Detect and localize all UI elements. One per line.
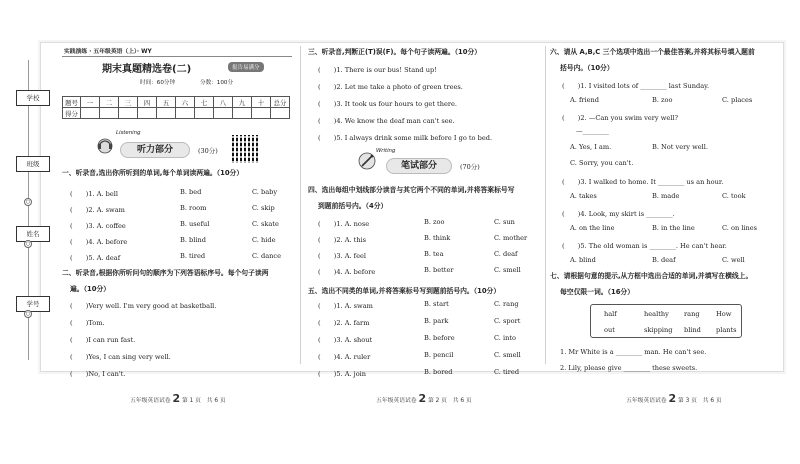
mc-question-4[interactable]: ( )4. Look, my skirt is ________.: [562, 210, 675, 218]
writing-points: (70分): [460, 163, 480, 171]
series-label: 实践演练 · 五年级英语（上）· WY: [64, 49, 152, 55]
score-cell: 三: [119, 97, 138, 108]
section-6-title: 六、请从 A,B,C 三个选项中选出一个最佳答案,并将其标号填入题前: [550, 48, 755, 56]
word-bank-item: blind: [684, 326, 701, 334]
mc-question-3[interactable]: ( )3. I walked to home. It ________ us an hour.: [562, 178, 724, 186]
category-row-question[interactable]: ( )2. A. farm: [318, 319, 370, 327]
option-c: C. smell: [494, 266, 521, 274]
column-divider-1: [300, 46, 301, 364]
listening-section-banner: 听力部分: [120, 142, 190, 158]
option-c: C. baby: [252, 188, 278, 196]
answer-row[interactable]: ( )Yes, I can sing very well.: [70, 353, 171, 361]
category-row-question[interactable]: ( )3. A. shout: [318, 336, 373, 344]
school-field[interactable]: 学校: [16, 90, 50, 106]
mc-question-5[interactable]: ( )5. The old woman is ________. He can't hear.: [562, 242, 727, 250]
score-cell: 十: [252, 97, 271, 108]
phonics-row-question[interactable]: ( )1. A. nose: [318, 220, 370, 228]
column-divider-2: [545, 46, 546, 364]
mc-option[interactable]: B. in the line: [652, 224, 695, 232]
option-b: B. think: [424, 234, 451, 242]
footer-volume: 2: [172, 392, 181, 405]
section-4-title-cont: 到题前括号内。（4分）: [318, 202, 388, 210]
section-2-title-cont: 遍。（10分）: [70, 285, 111, 293]
score-entry[interactable]: [195, 108, 214, 119]
option-b: B. zoo: [424, 218, 445, 226]
option-b: B. before: [424, 334, 455, 342]
score-entry[interactable]: [138, 108, 157, 119]
footer-subject: 五年级英语试卷: [130, 398, 171, 404]
score-cell: 六: [176, 97, 195, 108]
category-row-question[interactable]: ( )5. A. join: [318, 370, 367, 378]
score-cell: 得分: [63, 108, 81, 119]
mc-option[interactable]: C. places: [722, 96, 753, 104]
binding-hole-icon: ○: [25, 199, 31, 205]
section-6-title-cont: 括号内。（10分）: [560, 64, 614, 72]
option-row-question[interactable]: ( )1. A. bell: [70, 190, 119, 198]
mc-option[interactable]: C. well: [722, 256, 745, 264]
mc-option[interactable]: C. Sorry, you can't.: [570, 159, 634, 167]
score-entry[interactable]: [233, 108, 252, 119]
score-cell: 总分: [271, 97, 290, 108]
mc-option[interactable]: A. blind: [570, 256, 596, 264]
score-entry[interactable]: [157, 108, 176, 119]
option-b: B. bed: [180, 188, 202, 196]
score-entry[interactable]: [119, 108, 138, 119]
option-b: B. useful: [180, 220, 210, 228]
category-row-question[interactable]: ( )4. A. ruler: [318, 353, 371, 361]
mc-option[interactable]: C. took: [722, 192, 746, 200]
word-bank-item: rang: [684, 310, 700, 318]
option-b: B. better: [424, 266, 454, 274]
score-cell: 四: [138, 97, 157, 108]
answer-row[interactable]: ( )Tom.: [70, 319, 105, 327]
writing-tag: Writing: [376, 148, 396, 154]
listening-illustration-icon: [96, 136, 118, 156]
section-1-title: 一、听录音,选出你所听到的单词,每个单词读两遍。（10分）: [62, 169, 244, 177]
phonics-row-question[interactable]: ( )4. A. before: [318, 268, 376, 276]
section-7-title: 七、请根据句意的提示,从方框中选出合适的单词,并填写在横线上。: [550, 272, 753, 280]
name-field[interactable]: 姓名: [16, 226, 50, 242]
word-bank-item: skipping: [644, 326, 673, 334]
option-b: B. bored: [424, 368, 453, 376]
score-info: 分数：100分: [200, 80, 234, 86]
page-footer-1: [130, 392, 226, 405]
footer-subject: 五年级英语试卷: [376, 398, 417, 404]
phonics-row-question[interactable]: ( )3. A. feel: [318, 252, 367, 260]
footer-page: 第 1 页 共 6 页: [181, 398, 226, 404]
score-cell: 九: [233, 97, 252, 108]
mc-question-2-answer-blank: —________: [576, 127, 609, 135]
word-bank-item: half: [604, 310, 617, 318]
option-c: C. hide: [252, 236, 276, 244]
true-false-row[interactable]: ( )3. It took us four hours to get there.: [318, 100, 458, 108]
option-row-question[interactable]: ( )4. A. before: [70, 238, 128, 246]
answer-row[interactable]: ( )I can run fast.: [70, 336, 136, 344]
option-c: C. skip: [252, 204, 275, 212]
option-c: C. dance: [252, 252, 281, 260]
section-5-title: 五、选出不同类的单词,并将答案标号写到题前括号内。（10分）: [308, 287, 501, 295]
mc-option[interactable]: A. friend: [570, 96, 600, 104]
option-b: B. start: [424, 300, 449, 308]
option-row-question[interactable]: ( )2. A. swam: [70, 206, 125, 214]
option-c: C. sun: [494, 218, 515, 226]
mc-option[interactable]: B. made: [652, 192, 680, 200]
word-bank-item: out: [604, 326, 615, 334]
page-footer-2: [376, 392, 472, 405]
mc-question-1[interactable]: ( )1. I visited lots of ________ last Sunday.: [562, 82, 710, 90]
true-false-row[interactable]: ( )4. We know the deaf man can't see.: [318, 117, 455, 125]
listening-tag: Listening: [116, 130, 141, 136]
score-cell: 二: [100, 97, 119, 108]
listening-points: (30分): [198, 147, 218, 155]
binding-hole-icon: ○: [25, 311, 31, 317]
option-b: B. pencil: [424, 351, 454, 359]
mc-option[interactable]: B. deaf: [652, 256, 676, 264]
option-c: C. rang: [494, 300, 519, 308]
word-bank-item: healthy: [644, 310, 669, 318]
option-b: B. tired: [180, 252, 206, 260]
mc-option[interactable]: A. on the line: [570, 224, 615, 232]
score-cell: 五: [157, 97, 176, 108]
binding-sidebar: [10, 60, 55, 370]
score-cell: 一: [81, 97, 100, 108]
writing-section-banner: 笔试部分: [386, 158, 452, 174]
option-b: B. blind: [180, 236, 206, 244]
true-false-row[interactable]: ( )2. Let me take a photo of green trees.: [318, 83, 463, 91]
option-c: C. smell: [494, 351, 521, 359]
option-c: C. skate: [252, 220, 279, 228]
student-id-field[interactable]: 学号: [16, 296, 50, 312]
page-footer-3: [626, 392, 722, 405]
qr-code-icon[interactable]: [232, 135, 260, 163]
footer-subject: 五年级英语试卷: [626, 398, 667, 404]
option-b: B. tea: [424, 250, 444, 258]
writing-illustration-icon: [356, 150, 378, 172]
option-c: C. deaf: [494, 250, 518, 258]
mc-option[interactable]: B. zoo: [652, 96, 673, 104]
fill-question-1: 1. Mr White is a ________ man. He can't see.: [560, 348, 707, 356]
footer-page: 第 3 页 共 6 页: [677, 398, 722, 404]
option-row-question[interactable]: ( )3. A. coffee: [70, 222, 126, 230]
option-c: C. tired: [494, 368, 520, 376]
time-info: 时间：60分钟: [140, 80, 176, 86]
section-7-title-cont: 每空仅限一词。（16分）: [560, 288, 635, 296]
score-cell: 七: [195, 97, 214, 108]
mc-option[interactable]: A. takes: [570, 192, 597, 200]
option-b: B. room: [180, 204, 207, 212]
section-4-title: 四、选出每组中划线部分读音与其它两个不同的单词,并将答案标号写: [308, 186, 515, 194]
score-table-score-row: [63, 108, 290, 119]
footer-volume: 2: [418, 392, 427, 405]
category-row-question[interactable]: ( )1. A. swam: [318, 302, 373, 310]
score-entry[interactable]: [100, 108, 119, 119]
score-cell: 题号: [63, 97, 81, 108]
score-entry[interactable]: [81, 108, 100, 119]
score-table: [62, 96, 290, 119]
page-title: 期末真题精选卷(二): [102, 64, 192, 75]
mc-option[interactable]: C. on lines: [722, 224, 758, 232]
mc-option[interactable]: A. Yes, I am.: [570, 143, 612, 151]
option-b: B. park: [424, 317, 449, 325]
score-cell: 八: [214, 97, 233, 108]
section-3-title: 三、听录音,判断正(T)误(F)。每个句子读两遍。（10分）: [308, 48, 482, 56]
score-badge: 报告易满分: [228, 62, 264, 72]
header-rule: [62, 56, 292, 57]
class-field[interactable]: 班级: [16, 156, 50, 172]
score-entry[interactable]: [176, 108, 195, 119]
footer-volume: 2: [668, 392, 677, 405]
true-false-row[interactable]: ( )5. I always drink some milk before I go to bed.: [318, 134, 493, 142]
word-bank-item: How: [716, 310, 732, 318]
score-table-header-row: [63, 97, 290, 108]
option-c: C. mother: [494, 234, 528, 242]
column-1: [62, 170, 297, 178]
answer-row[interactable]: ( )Very well. I'm very good at basketball.: [70, 302, 217, 310]
footer-page: 第 2 页 共 6 页: [427, 398, 472, 404]
score-entry[interactable]: [252, 108, 271, 119]
fill-question-2: 2. Lily, please give ________ these sweets.: [560, 364, 698, 372]
mc-question-2[interactable]: ( )2. —Can you swim very well?: [562, 114, 679, 122]
word-bank-item: plants: [716, 326, 737, 334]
option-c: C. sport: [494, 317, 521, 325]
binding-hole-icon: ○: [25, 241, 31, 247]
option-row-question[interactable]: ( )5. A. deaf: [70, 254, 121, 262]
mc-option[interactable]: B. Not very well.: [652, 143, 708, 151]
phonics-row-question[interactable]: ( )2. A. this: [318, 236, 367, 244]
true-false-row[interactable]: ( )1. There is our bus! Stand up!: [318, 66, 437, 74]
answer-row[interactable]: ( )No, I can't.: [70, 370, 126, 378]
section-2-title: 二、听录音,根据你所听问句的顺序为下列答语标序号。每个句子读两: [62, 269, 269, 277]
score-entry[interactable]: [214, 108, 233, 119]
score-entry[interactable]: [271, 108, 290, 119]
option-c: C. into: [494, 334, 516, 342]
